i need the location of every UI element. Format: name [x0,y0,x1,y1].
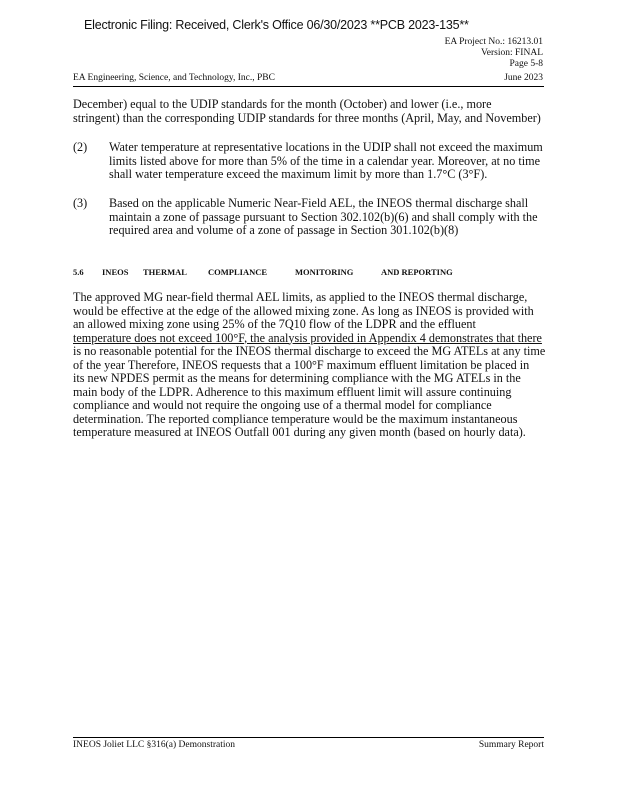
body-line: The approved MG near-field thermal AEL limits, as applied to the INEOS thermal discharge, [73,290,528,304]
list-line: shall water temperature exceed the maximum limit by more than 1.7°C (3°F). [109,167,488,181]
page-number: Page 5-8 [509,59,543,69]
list-line: Based on the applicable Numeric Near-Field AEL, the INEOS thermal discharge shall [109,196,529,210]
body-paragraph [73,291,578,440]
footer-rule [73,737,544,738]
list-number: (3) [73,196,88,210]
list-number: (2) [73,140,88,154]
project-info [445,37,543,70]
section-word: MONITORING [295,267,354,277]
list-line: limits listed above for more than 5% of the time in a calendar year. Moreover, at no time [109,153,541,168]
section-word: THERMAL [143,267,187,277]
footer-document-title: INEOS Joliet LLC §316(a) Demonstration [73,740,236,750]
section-word: AND REPORTING [381,267,453,277]
intro-line: December) equal to the UDIP standards for the month (October) and lower (i.e., more [73,97,492,111]
list-line: maintain a zone of passage pursuant to Section 302.102(b)(6) and shall comply with the [109,209,538,224]
list-body [109,141,559,182]
section-number: 5.6 [73,267,84,277]
intro-line: stringent) than the corresponding UDIP standards for three months (April, May, and November) [73,110,541,125]
header-rule [73,86,544,87]
body-line: of the year Therefore, INEOS requests that a 100°F maximum effluent limitation be placed in [73,357,530,372]
list-line: Water temperature at representative locations in the UDIP shall not exceed the maximum [109,140,543,154]
version-label: Version: FINAL [480,48,543,58]
project-number: EA Project No.: 16213.01 [444,37,543,47]
body-line: temperature does not exceed 100°F, the analysis provided in Appendix 4 demonstrates that there [73,330,542,345]
footer-report-type: Summary Report [478,740,544,750]
body-line: would be effective at the edge of the allowed mixing zone. As long as INEOS is provided with [73,303,534,318]
section-word: COMPLIANCE [208,267,268,277]
section-word: INEOS [102,267,129,277]
list-body [109,197,559,238]
body-line: its new NPDES permit as the means for determining compliance with the MG ATELs in the [73,371,521,385]
body-line: temperature measured at INEOS Outfall 001 during any given month (based on hourly data). [73,425,526,439]
body-line: main body of the LDPR. Adherence to this maximum effluent limit will assure continuing [73,384,512,399]
body-line: is no reasonable potential for the INEOS thermal discharge to exceed the MG ATELs at any time [73,344,546,358]
body-line: compliance and would not require the ongoing use of a thermal model for compliance [73,398,492,412]
header-date: June 2023 [504,73,543,83]
intro-paragraph [73,98,573,125]
filing-stamp: Electronic Filing: Received, Clerk's Office 06/30/2023 **PCB 2023-135** [84,18,469,32]
list-line: required area and volume of a zone of passage in Section 301.102(b)(8) [109,223,459,237]
body-line: determination. The reported compliance temperature would be the maximum instantaneous [73,411,518,426]
body-line: an allowed mixing zone using 25% of the 7Q10 flow of the LDPR and the effluent [73,317,476,331]
header-company: EA Engineering, Science, and Technology, Inc., PBC [73,73,275,83]
